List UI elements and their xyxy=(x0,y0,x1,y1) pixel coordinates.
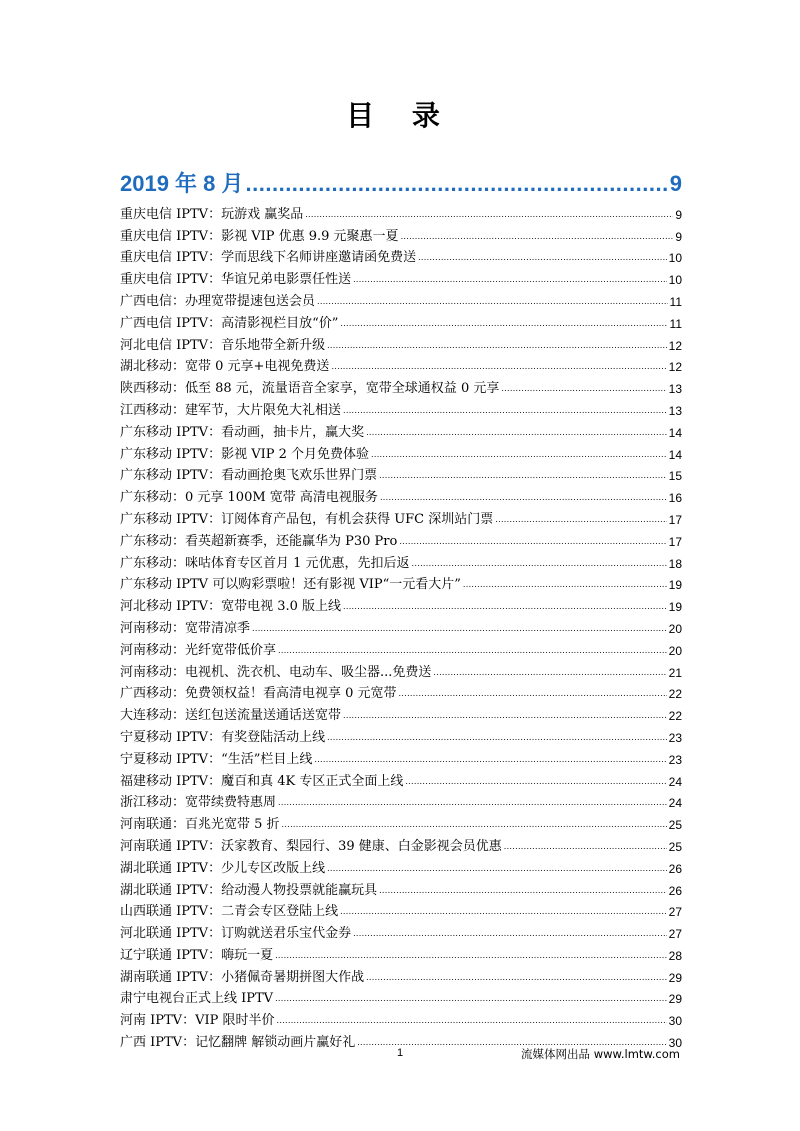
toc-dot-leader xyxy=(371,445,667,464)
toc-entry-list xyxy=(120,202,682,1052)
toc-entry[interactable] xyxy=(120,921,682,943)
toc-entry-title: 宁夏移动 IPTV：有奖登陆活动上线 xyxy=(120,729,326,745)
toc-dot-leader xyxy=(282,815,667,834)
toc-entry-title: 河南移动：宽带清凉季 xyxy=(120,620,251,636)
toc-dot-leader xyxy=(399,532,666,551)
toc-entry[interactable] xyxy=(120,442,682,464)
toc-entry-title: 肃宁电视台正式上线 IPTV xyxy=(120,991,274,1007)
toc-dot-leader xyxy=(495,510,666,529)
toc-entry-title: 河南移动：光纤宽带低价享 xyxy=(120,642,277,658)
toc-entry-title: 山西联通 IPTV：二青会专区登陆上线 xyxy=(120,904,339,920)
toc-entry-title: 辽宁联通 IPTV：嗨玩一夏 xyxy=(120,947,274,963)
toc-entry-page: 20 xyxy=(668,643,682,658)
toc-dot-leader xyxy=(366,968,667,987)
toc-entry-page: 25 xyxy=(668,818,682,833)
toc-entry-title: 重庆电信 IPTV：影视 VIP 优惠 9.9 元聚惠一夏 xyxy=(120,228,399,244)
toc-dot-leader xyxy=(327,859,667,878)
toc-entry[interactable] xyxy=(120,703,682,725)
toc-entry[interactable] xyxy=(120,398,682,420)
toc-entry-page: 10 xyxy=(668,273,682,288)
toc-entry-page: 16 xyxy=(668,491,682,506)
toc-dot-leader xyxy=(252,619,667,638)
toc-entry[interactable] xyxy=(120,900,682,922)
toc-entry-page: 19 xyxy=(668,578,682,593)
toc-dot-leader xyxy=(380,488,667,507)
toc-entry-page: 13 xyxy=(668,382,682,397)
toc-entry-title: 广西移动：免费领权益！看高清电视享 0 元宽带 xyxy=(120,686,397,702)
toc-entry-title: 浙江移动：宽带续费特惠周 xyxy=(120,795,277,811)
toc-entry[interactable] xyxy=(120,246,682,268)
toc-entry[interactable] xyxy=(120,289,682,311)
toc-entry-page: 23 xyxy=(668,730,682,745)
toc-entry-page: 11 xyxy=(669,294,682,309)
toc-entry[interactable] xyxy=(120,224,682,246)
toc-entry-page: 22 xyxy=(668,709,682,724)
toc-entry-page: 24 xyxy=(668,796,682,811)
toc-entry-title: 重庆电信 IPTV：学而思线下名师讲座邀请函免费送 xyxy=(120,250,417,266)
toc-dot-leader xyxy=(340,314,667,333)
toc-dot-leader xyxy=(343,597,667,616)
toc-dot-leader xyxy=(246,170,668,198)
toc-entry-title: 湖北联通 IPTV：给动漫人物投票就能赢玩具 xyxy=(120,882,378,898)
toc-dot-leader xyxy=(275,989,667,1008)
toc-dot-leader xyxy=(504,837,667,856)
toc-entry[interactable] xyxy=(120,267,682,289)
toc-dot-leader xyxy=(278,641,667,660)
toc-entry-title: 河南联通 IPTV：沃家教育、梨园行、39 健康、白金影视会员优惠 xyxy=(120,838,502,854)
toc-entry[interactable] xyxy=(120,311,682,333)
toc-dot-leader xyxy=(276,1011,666,1030)
toc-entry-title: 湖北联通 IPTV：少儿专区改版上线 xyxy=(120,860,326,876)
toc-entry-title: 河南移动：电视机、洗衣机、电动车、吸尘器...免费送 xyxy=(120,664,432,680)
toc-entry-page: 27 xyxy=(668,927,682,942)
toc-entry-page: 18 xyxy=(668,556,682,571)
toc-entry-title: 河北联通 IPTV：订购就送君乐宝代金券 xyxy=(120,926,352,942)
toc-entry-title: 陕西移动：低至 88 元，流量语音全家享，宽带全球通权益 0 元享 xyxy=(120,381,500,397)
toc-entry[interactable] xyxy=(120,769,682,791)
toc-dot-leader xyxy=(501,379,666,398)
toc-entry[interactable] xyxy=(120,529,682,551)
toc-entry-page: 13 xyxy=(668,403,682,418)
toc-entry-title: 重庆电信 IPTV：华谊兄弟电影票任性送 xyxy=(120,272,352,288)
toc-entry-page: 21 xyxy=(668,665,682,680)
toc-entry-title: 广东移动 IPTV：影视 VIP 2 个月免费体验 xyxy=(120,446,370,462)
toc-entry-page: 30 xyxy=(668,1014,682,1029)
toc-dot-leader xyxy=(314,750,666,769)
toc-dot-leader xyxy=(401,227,674,246)
toc-dot-leader xyxy=(305,205,673,224)
toc-entry-page: 26 xyxy=(668,861,682,876)
toc-entry-page: 12 xyxy=(668,360,682,375)
toc-entry-title: 河北移动 IPTV：宽带电视 3.0 版上线 xyxy=(120,599,342,615)
toc-entry-title: 广西 IPTV：记忆翻牌 解锁动画片赢好礼 xyxy=(120,1035,356,1051)
toc-dot-leader xyxy=(327,728,667,747)
toc-entry-page: 27 xyxy=(668,905,682,920)
toc-entry-title: 大连移动：送红包送流量送通话送宽带 xyxy=(120,708,342,724)
toc-section-heading[interactable] xyxy=(120,166,682,198)
toc-entry-page: 14 xyxy=(668,425,682,440)
toc-dot-leader xyxy=(343,706,667,725)
toc-entry[interactable] xyxy=(120,485,682,507)
toc-entry-page: 23 xyxy=(668,752,682,767)
toc-entry-title: 广东移动 IPTV 可以购彩票啦！还有影视 VIP“一元看大片” xyxy=(120,577,461,593)
toc-entry-title: 河南联通：百兆光宽带 5 折 xyxy=(120,817,280,833)
toc-entry[interactable] xyxy=(120,376,682,398)
toc-entry-page: 25 xyxy=(668,839,682,854)
toc-entry-page: 29 xyxy=(668,992,682,1007)
toc-entry-title: 湖北移动：宽带 0 元享+电视免费送 xyxy=(120,359,330,375)
toc-dot-leader xyxy=(412,554,667,573)
toc-entry-page: 9 xyxy=(675,229,682,244)
toc-entry[interactable] xyxy=(120,464,682,486)
toc-entry-page: 28 xyxy=(668,948,682,963)
toc-entry-title: 广东移动：0 元享 100M 宽带 高清电视服务 xyxy=(120,490,378,506)
toc-entry-page: 15 xyxy=(668,469,682,484)
toc-dot-leader xyxy=(278,793,667,812)
toc-dot-leader xyxy=(327,336,667,355)
toc-entry-title: 广东移动：看英超新赛季，还能赢华为 P30 Pro xyxy=(120,533,398,549)
toc-entry[interactable] xyxy=(120,573,682,595)
toc-entry[interactable] xyxy=(120,791,682,813)
toc-entry-page: 30 xyxy=(668,1036,682,1051)
toc-dot-leader xyxy=(379,881,667,900)
toc-entry-title: 广东移动 IPTV：看动画，抽卡片，赢大奖 xyxy=(120,424,365,440)
toc-entry[interactable] xyxy=(120,878,682,900)
toc-entry-page: 10 xyxy=(668,251,682,266)
toc-entry[interactable] xyxy=(120,747,682,769)
toc-entry[interactable] xyxy=(120,965,682,987)
toc-entry[interactable] xyxy=(120,594,682,616)
footer-credit: 流媒体网出品 www.lmtw.com xyxy=(521,1047,680,1061)
toc-entry[interactable] xyxy=(120,987,682,1009)
toc-dot-leader xyxy=(433,663,666,682)
page-title: 目 录 xyxy=(346,99,454,132)
toc-entry-page: 26 xyxy=(668,883,682,898)
toc-dot-leader xyxy=(317,292,668,311)
toc-entry[interactable] xyxy=(120,507,682,529)
toc-entry-page: 17 xyxy=(668,512,682,527)
toc-entry[interactable] xyxy=(120,355,682,377)
toc-entry-title: 广西电信 IPTV：高清影视栏目放“价” xyxy=(120,315,339,331)
toc-entry-title: 湖南联通 IPTV：小猪佩奇暑期拼图大作战 xyxy=(120,969,365,985)
toc-dot-leader xyxy=(418,248,667,267)
toc-dot-leader xyxy=(366,423,667,442)
toc-entry[interactable] xyxy=(120,660,682,682)
toc-entry-page: 19 xyxy=(668,600,682,615)
toc-entry-title: 河南 IPTV：VIP 限时半价 xyxy=(120,1013,275,1029)
toc-entry-page: 11 xyxy=(669,316,682,331)
toc-dot-leader xyxy=(343,401,667,420)
toc-entry-title: 广西电信：办理宽带提速包送会员 xyxy=(120,293,316,309)
toc-entry[interactable] xyxy=(120,616,682,638)
toc-dot-leader xyxy=(353,270,667,289)
toc-dot-leader xyxy=(463,575,667,594)
toc-entry-page: 29 xyxy=(668,970,682,985)
toc-dot-leader xyxy=(331,357,666,376)
toc-section-page: 9 xyxy=(669,171,682,196)
toc-entry-page: 24 xyxy=(668,774,682,789)
toc-dot-leader xyxy=(399,684,667,703)
toc-dot-leader xyxy=(379,466,667,485)
toc-entry-title: 广东移动 IPTV：订阅体育产品包，有机会获得 UFC 深圳站门票 xyxy=(120,511,494,527)
toc-entry-page: 22 xyxy=(668,687,682,702)
toc-section-label: 2019 年 8 月 xyxy=(120,171,244,196)
toc-entry-title: 广东移动 IPTV：看动画抢奥飞欢乐世界门票 xyxy=(120,468,378,484)
toc-entry[interactable] xyxy=(120,333,682,355)
toc-entry[interactable] xyxy=(120,812,682,834)
toc-entry[interactable] xyxy=(120,682,682,704)
toc-dot-leader xyxy=(340,902,667,921)
toc-entry-title: 江西移动：建军节，大片限免大礼相送 xyxy=(120,402,342,418)
toc-entry-page: 14 xyxy=(668,447,682,462)
footer-page-number: 1 xyxy=(396,1047,404,1059)
toc-entry[interactable] xyxy=(120,551,682,573)
toc-entry[interactable] xyxy=(120,834,682,856)
toc-dot-leader xyxy=(275,946,667,965)
toc-entry[interactable] xyxy=(120,856,682,878)
toc-entry-title: 重庆电信 IPTV：玩游戏 赢奖品 xyxy=(120,206,304,222)
toc-entry[interactable] xyxy=(120,638,682,660)
toc-dot-leader xyxy=(405,772,666,791)
toc-entry-title: 河北电信 IPTV：音乐地带全新升级 xyxy=(120,337,326,353)
toc-entry-page: 17 xyxy=(668,534,682,549)
toc-dot-leader xyxy=(353,924,667,943)
toc-entry-page: 20 xyxy=(668,621,682,636)
toc-entry[interactable] xyxy=(120,943,682,965)
toc-entry-title: 广东移动：咪咕体育专区首月 1 元优惠，先扣后返 xyxy=(120,555,410,571)
toc-entry[interactable] xyxy=(120,202,682,224)
toc-entry[interactable] xyxy=(120,1008,682,1030)
toc-entry-page: 12 xyxy=(668,338,682,353)
toc-entry[interactable] xyxy=(120,420,682,442)
toc-entry-page: 9 xyxy=(675,207,682,222)
toc-entry[interactable] xyxy=(120,725,682,747)
toc-entry-title: 福建移动 IPTV：魔百和真 4K 专区正式全面上线 xyxy=(120,773,404,789)
toc-entry-title: 宁夏移动 IPTV：“生活”栏目上线 xyxy=(120,751,313,767)
